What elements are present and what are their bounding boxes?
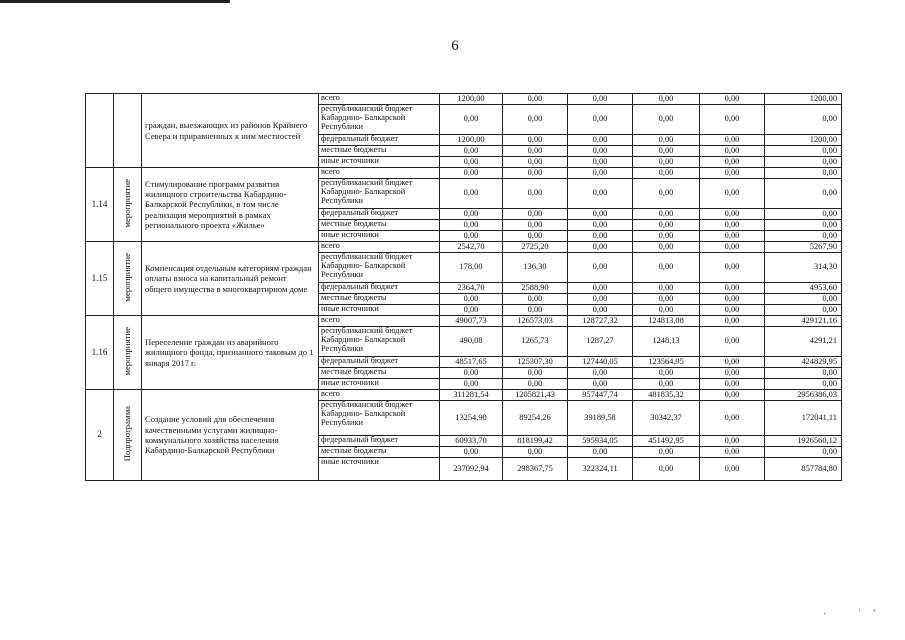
value-cell: 0,00: [700, 316, 765, 327]
value-cell: 2725,20: [503, 242, 568, 253]
value-cell: 0,00: [700, 357, 765, 368]
value-cell: 0,00: [700, 146, 765, 157]
value-cell: 0,00: [700, 379, 765, 390]
item-number: 1.16: [86, 316, 114, 390]
value-cell: 0,00: [633, 168, 700, 179]
item-type-cell: [114, 390, 142, 481]
value-total: 0,00: [765, 305, 842, 316]
item-name: Создание условий для обеспечения качественными услугами жилищно-коммунального хозяйства населения Кабардино-Балкарской Республики: [142, 390, 319, 481]
value-total: 172041,11: [765, 401, 842, 436]
value-cell: 0,00: [568, 447, 633, 458]
value-cell: 125307,30: [503, 357, 568, 368]
top-rule: [0, 0, 230, 3]
value-cell: 818199,42: [503, 436, 568, 447]
value-cell: 0,00: [700, 209, 765, 220]
scan-mark: ˇ: [873, 608, 876, 618]
scan-mark: ٠: [822, 608, 827, 618]
value-cell: 0,00: [568, 157, 633, 168]
value-cell: 60933,70: [440, 436, 503, 447]
value-cell: 0,00: [568, 305, 633, 316]
value-total: 0,00: [765, 209, 842, 220]
value-cell: 322324,11: [568, 458, 633, 481]
value-cell: 0,00: [633, 458, 700, 481]
value-total: 1926560,12: [765, 436, 842, 447]
value-cell: 0,00: [568, 105, 633, 135]
value-cell: 0,00: [568, 209, 633, 220]
value-total: 4953,60: [765, 283, 842, 294]
value-cell: 0,00: [700, 436, 765, 447]
value-cell: 0,00: [440, 220, 503, 231]
value-cell: 451492,95: [633, 436, 700, 447]
value-total: 857784,80: [765, 458, 842, 481]
page-number: 6: [451, 38, 459, 54]
value-cell: 1248,13: [633, 327, 700, 357]
value-cell: 0,00: [503, 168, 568, 179]
value-cell: 13254,90: [440, 401, 503, 436]
value-cell: 0,00: [440, 305, 503, 316]
item-number: 1.15: [86, 242, 114, 316]
value-cell: 178,00: [440, 253, 503, 283]
value-total: 429121,16: [765, 316, 842, 327]
funding-source-total: всего: [319, 316, 440, 327]
value-cell: 0,00: [633, 253, 700, 283]
funding-source-federal: федеральный бюджет: [319, 357, 440, 368]
value-cell: 0,00: [568, 242, 633, 253]
value-cell: 0,00: [440, 157, 503, 168]
value-total: 0,00: [765, 379, 842, 390]
value-cell: 237092,94: [440, 458, 503, 481]
item-number: [86, 94, 114, 168]
value-cell: 1200,00: [440, 94, 503, 105]
value-total: 0,00: [765, 231, 842, 242]
value-cell: 89254,26: [503, 401, 568, 436]
value-cell: 0,00: [700, 458, 765, 481]
value-total: 1200,00: [765, 135, 842, 146]
item-name: Компенсация отдельным категориям граждан оплаты взноса на капитальный ремонт общего имущества в многоквартирном доме: [142, 242, 319, 316]
value-cell: 0,00: [700, 231, 765, 242]
value-cell: 0,00: [568, 146, 633, 157]
value-cell: 0,00: [700, 242, 765, 253]
value-cell: 124813,08: [633, 316, 700, 327]
value-total: 4291,21: [765, 327, 842, 357]
value-cell: 0,00: [503, 179, 568, 209]
value-total: 0,00: [765, 168, 842, 179]
scan-mark: ·: [858, 605, 861, 615]
value-cell: 0,00: [568, 294, 633, 305]
value-cell: 0,00: [440, 231, 503, 242]
value-cell: 0,00: [700, 368, 765, 379]
value-cell: 0,00: [503, 94, 568, 105]
value-total: 0,00: [765, 447, 842, 458]
table-row: [86, 168, 842, 179]
value-cell: 0,00: [503, 157, 568, 168]
funding-source-total: всего: [319, 94, 440, 105]
value-cell: 0,00: [700, 283, 765, 294]
funding-source-federal: федеральный бюджет: [319, 209, 440, 220]
table-row: [86, 316, 842, 327]
value-cell: 595934,05: [568, 436, 633, 447]
value-cell: 0,00: [700, 105, 765, 135]
value-cell: 0,00: [700, 168, 765, 179]
item-name: граждан, выезжающих из районов Крайнего Севера и приравненных к ним местностей: [142, 94, 319, 168]
value-cell: 0,00: [503, 135, 568, 146]
value-cell: 48517,65: [440, 357, 503, 368]
value-cell: 0,00: [633, 94, 700, 105]
value-total: 0,00: [765, 157, 842, 168]
funding-source-local: местные бюджеты: [319, 220, 440, 231]
table-row: [86, 390, 842, 401]
value-cell: 1265,73: [503, 327, 568, 357]
value-cell: 0,00: [503, 379, 568, 390]
item-type: Подпрограмма: [121, 405, 132, 462]
funding-source-local: местные бюджеты: [319, 447, 440, 458]
value-cell: 0,00: [633, 179, 700, 209]
value-cell: 0,00: [568, 179, 633, 209]
value-cell: 0,00: [700, 157, 765, 168]
value-cell: 2588,90: [503, 283, 568, 294]
value-cell: 0,00: [503, 305, 568, 316]
funding-source-other: иные источники: [319, 305, 440, 316]
value-cell: 0,00: [700, 327, 765, 357]
value-total: 0,00: [765, 105, 842, 135]
value-cell: 0,00: [633, 209, 700, 220]
value-cell: 0,00: [700, 94, 765, 105]
value-cell: 0,00: [440, 447, 503, 458]
value-cell: 49007,73: [440, 316, 503, 327]
item-name: Переселение граждан из аварийного жилищного фонда, признанного таковым до 1 января 2017 г.: [142, 316, 319, 390]
value-cell: 0,00: [568, 220, 633, 231]
value-cell: 0,00: [633, 283, 700, 294]
value-cell: 0,00: [633, 368, 700, 379]
value-cell: 1205821,43: [503, 390, 568, 401]
item-type: мероприятие: [121, 252, 132, 302]
value-cell: 0,00: [633, 242, 700, 253]
budget-table-body: [86, 94, 842, 481]
value-total: 2956386,03: [765, 390, 842, 401]
value-cell: 1287,27: [568, 327, 633, 357]
value-cell: 0,00: [633, 105, 700, 135]
value-cell: 39189,58: [568, 401, 633, 436]
value-cell: 0,00: [440, 179, 503, 209]
value-cell: 0,00: [440, 146, 503, 157]
value-cell: 0,00: [568, 168, 633, 179]
value-cell: 0,00: [700, 447, 765, 458]
value-cell: 0,00: [503, 447, 568, 458]
funding-source-federal: федеральный бюджет: [319, 135, 440, 146]
value-cell: 0,00: [503, 294, 568, 305]
item-name: Стимулирование программ развития жилищного строительства Кабардино-Балкарской Республики, в том числе реализация мероприятий в рамках регионального проекта «Жилье»: [142, 168, 319, 242]
value-cell: 0,00: [700, 294, 765, 305]
value-cell: 0,00: [633, 379, 700, 390]
item-type-cell: [114, 94, 142, 168]
value-cell: 30342,37: [633, 401, 700, 436]
funding-source-other: иные источники: [319, 379, 440, 390]
item-type: мероприятие: [121, 326, 132, 376]
value-cell: 0,00: [440, 105, 503, 135]
value-cell: 0,00: [700, 179, 765, 209]
funding-source-republic: республиканский бюджет Кабардино- Балкарской Республики: [319, 401, 440, 436]
value-cell: 490,08: [440, 327, 503, 357]
table-row: [86, 242, 842, 253]
value-cell: 0,00: [633, 135, 700, 146]
value-total: 0,00: [765, 220, 842, 231]
value-cell: 0,00: [568, 283, 633, 294]
item-type: мероприятие: [121, 178, 132, 228]
value-cell: 0,00: [700, 135, 765, 146]
value-total: 424829,95: [765, 357, 842, 368]
value-cell: 0,00: [503, 146, 568, 157]
value-cell: 127440,05: [568, 357, 633, 368]
value-cell: 0,00: [568, 135, 633, 146]
table-row: [86, 94, 842, 105]
item-number: 2: [86, 390, 114, 481]
value-cell: 957447,74: [568, 390, 633, 401]
value-total: 1200,00: [765, 94, 842, 105]
value-cell: 481835,32: [633, 390, 700, 401]
value-cell: 0,00: [633, 220, 700, 231]
value-cell: 0,00: [633, 146, 700, 157]
value-cell: 123564,95: [633, 357, 700, 368]
funding-source-republic: республиканский бюджет Кабардино- Балкарской Республики: [319, 327, 440, 357]
value-cell: 0,00: [633, 447, 700, 458]
funding-source-total: всего: [319, 168, 440, 179]
value-cell: 311281,54: [440, 390, 503, 401]
value-total: 0,00: [765, 368, 842, 379]
value-cell: 0,00: [700, 305, 765, 316]
value-cell: 2364,70: [440, 283, 503, 294]
funding-source-local: местные бюджеты: [319, 146, 440, 157]
funding-source-republic: республиканский бюджет Кабардино- Балкарской Республики: [319, 105, 440, 135]
value-cell: 0,00: [440, 209, 503, 220]
value-total: 0,00: [765, 179, 842, 209]
funding-source-other: иные источники: [319, 231, 440, 242]
funding-source-federal: федеральный бюджет: [319, 283, 440, 294]
value-cell: 0,00: [568, 231, 633, 242]
value-total: 5267,90: [765, 242, 842, 253]
value-cell: 0,00: [633, 157, 700, 168]
value-cell: 0,00: [440, 294, 503, 305]
value-cell: 298367,75: [503, 458, 568, 481]
funding-source-federal: федеральный бюджет: [319, 436, 440, 447]
value-cell: 0,00: [568, 94, 633, 105]
item-number: 1.14: [86, 168, 114, 242]
value-cell: 0,00: [440, 368, 503, 379]
value-cell: 0,00: [700, 390, 765, 401]
value-total: 314,30: [765, 253, 842, 283]
value-cell: 126573,03: [503, 316, 568, 327]
value-cell: 136,30: [503, 253, 568, 283]
funding-source-total: всего: [319, 242, 440, 253]
value-total: 0,00: [765, 294, 842, 305]
item-type-cell: [114, 242, 142, 316]
funding-source-other: иные источники: [319, 157, 440, 168]
value-cell: 0,00: [503, 209, 568, 220]
value-cell: 0,00: [503, 231, 568, 242]
value-cell: 0,00: [568, 379, 633, 390]
funding-source-local: местные бюджеты: [319, 294, 440, 305]
value-cell: 128727,32: [568, 316, 633, 327]
funding-source-local: местные бюджеты: [319, 368, 440, 379]
value-cell: 0,00: [503, 220, 568, 231]
funding-source-republic: республиканский бюджет Кабардино- Балкарской Республики: [319, 179, 440, 209]
value-cell: 0,00: [568, 253, 633, 283]
value-cell: 0,00: [633, 231, 700, 242]
value-cell: 0,00: [633, 294, 700, 305]
value-cell: 0,00: [440, 379, 503, 390]
value-cell: 0,00: [503, 105, 568, 135]
value-cell: 0,00: [700, 401, 765, 436]
value-cell: 0,00: [568, 368, 633, 379]
item-type-cell: [114, 168, 142, 242]
budget-table: [85, 93, 842, 481]
funding-source-total: всего: [319, 390, 440, 401]
item-type-cell: [114, 316, 142, 390]
value-cell: 0,00: [700, 253, 765, 283]
value-cell: 0,00: [440, 168, 503, 179]
value-cell: 1200,00: [440, 135, 503, 146]
funding-source-other: иные источники: [319, 458, 440, 481]
value-cell: 0,00: [503, 368, 568, 379]
value-cell: 2542,70: [440, 242, 503, 253]
value-cell: 0,00: [700, 220, 765, 231]
funding-source-republic: республиканский бюджет Кабардино- Балкарской Республики: [319, 253, 440, 283]
value-total: 0,00: [765, 146, 842, 157]
value-cell: 0,00: [633, 305, 700, 316]
